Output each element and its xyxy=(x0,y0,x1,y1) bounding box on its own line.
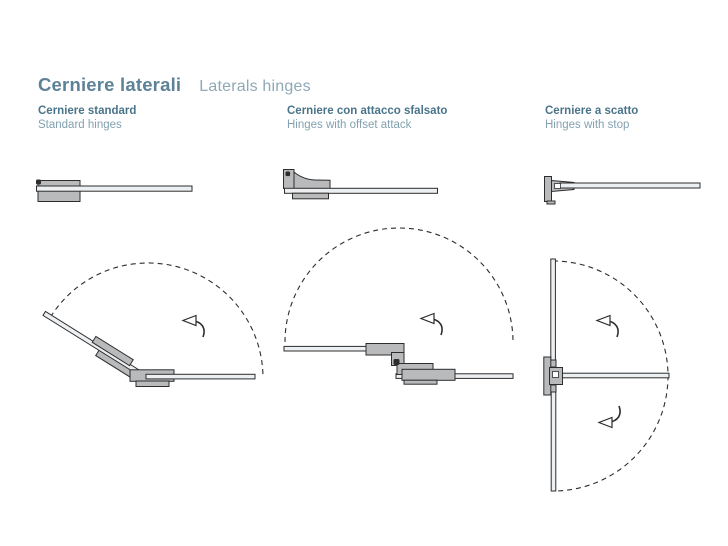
pivot-dot xyxy=(286,172,291,177)
hinge-latch-detail xyxy=(555,184,561,189)
heading-italian: Cerniere con attacco sfalsato xyxy=(287,105,448,117)
door-open-down-position xyxy=(551,391,556,491)
door-closed-position xyxy=(130,370,255,387)
rotation-arrow-clockwise-icon xyxy=(599,406,620,428)
heading-english: Hinges with offset attack xyxy=(287,119,412,131)
heading-english: Standard hinges xyxy=(38,119,122,131)
swing-arc xyxy=(285,228,513,342)
rotation-arrow-counterclockwise-icon xyxy=(421,314,442,336)
door-open-position xyxy=(284,344,404,356)
door-closed-position xyxy=(392,353,514,385)
heading-italian: Cerniere a scatto xyxy=(545,105,639,117)
door-open-up-position xyxy=(551,259,556,369)
stop-hinge-swing-diagram xyxy=(544,259,669,491)
stop-hinge-pivot-assembly xyxy=(544,357,563,395)
rotation-arrow-counterclockwise-icon xyxy=(597,316,618,338)
offset-hinge-side-profile-icon xyxy=(284,170,438,199)
stop-hinge-side-profile-icon xyxy=(545,177,701,205)
heading-english: Hinges with stop xyxy=(545,119,630,131)
standard-hinge-side-profile-icon xyxy=(36,180,192,202)
swing-arc xyxy=(51,263,264,378)
page-subtitle: Laterals hinges xyxy=(199,78,311,95)
page-title: Cerniere laterali xyxy=(38,74,182,95)
pivot-dot xyxy=(394,359,400,365)
door-closed-position xyxy=(557,373,669,378)
heading-italian: Cerniere standard xyxy=(38,105,137,117)
offset-hinge-swing-diagram xyxy=(284,228,513,384)
rotation-arrow-counterclockwise-icon xyxy=(183,316,204,338)
door-open-position xyxy=(40,307,145,381)
standard-hinge-swing-diagram xyxy=(40,263,263,387)
pivot-dot xyxy=(36,180,41,185)
